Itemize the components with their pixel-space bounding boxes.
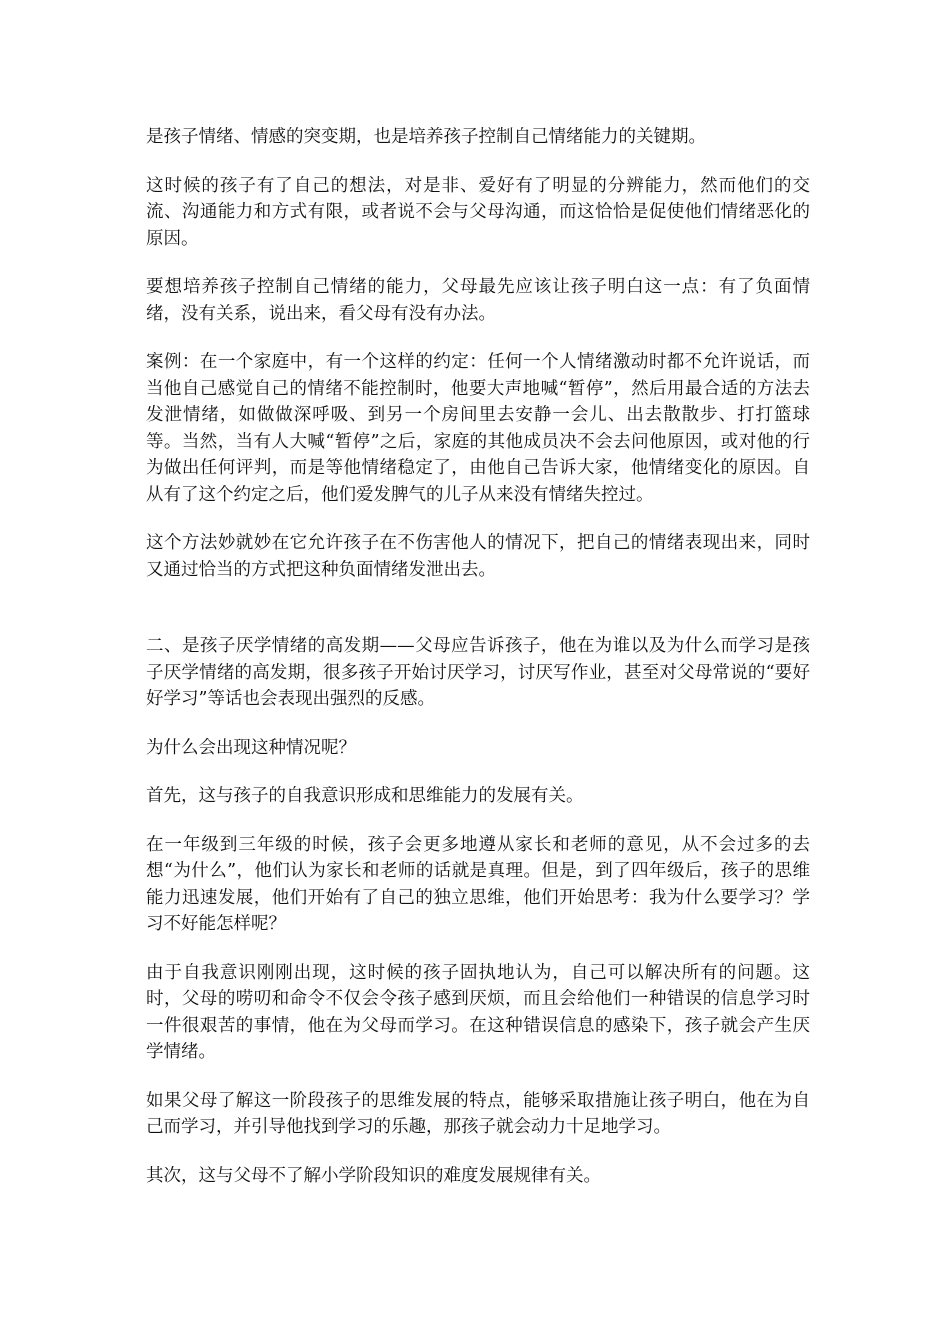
paragraph-2: 这时候的孩子有了自己的想法，对是非、爱好有了明显的分辨能力，然而他们的交流、沟通能力和方式有限，或者说不会与父母沟通，而这恰恰是促使他们情绪恶化的原因。: [146, 175, 810, 249]
paragraph-case-example: 案例：在一个家庭中，有一个这样的约定：任何一个人情绪激动时都不允许说话，而当他自己感觉自己的情绪不能控制时，他要大声地喊“暂停”，然后用最合适的方法去发泄情绪，如做做深呼吸、到另一个房间里去安静一会儿、出去散散步、打打篮球等。当然，当有人大喊“暂停”之后，家庭的其他成员决不会去问他原因，或对他的行为做出任何评判，而是等他情绪稳定了，由他自己告诉大家，他情绪变化的原因。自从有了这个约定之后，他们爱发脾气的儿子从来没有情绪失控过。: [146, 352, 810, 505]
paragraph-5: 这个方法妙就妙在它允许孩子在不伤害他人的情况下，把自己的情绪表现出来，同时又通过恰当的方式把这种负面情绪发泄出去。: [146, 533, 810, 580]
section-two-heading-paragraph: 二、是孩子厌学情绪的高发期——父母应告诉孩子，他在为谁以及为什么而学习是孩子厌学情绪的高发期，很多孩子开始讨厌学习，讨厌写作业，甚至对父母常说的“要好好学习”等话也会表现出强烈的反感。: [146, 636, 810, 709]
paragraph-9: 在一年级到三年级的时候，孩子会更多地遵从家长和老师的意见，从不会过多的去想“为什么”，他们认为家长和老师的话就是真理。但是，到了四年级后，孩子的思维能力迅速发展，他们开始有了自己的独立思维，他们开始思考：我为什么要学习？学习不好能怎样呢？: [146, 834, 810, 934]
paragraph-11: 如果父母了解这一阶段孩子的思维发展的特点，能够采取措施让孩子明白，他在为自己而学习，并引导他找到学习的乐趣，那孩子就会动力十足地学习。: [146, 1090, 810, 1137]
paragraph-3: 要想培养孩子控制自己情绪的能力，父母最先应该让孩子明白这一点：有了负面情绪，没有关系，说出来，看父母有没有办法。: [146, 277, 810, 324]
paragraph-10: 由于自我意识刚刚出现，这时候的孩子固执地认为，自己可以解决所有的问题。这时，父母的唠叨和命令不仅会令孩子感到厌烦，而且会给他们一种错误的信息学习时一件很艰苦的事情，他在为父母而学习。在这种错误信息的感染下，孩子就会产生厌学情绪。: [146, 962, 810, 1062]
paragraph-second-reason: 其次，这与父母不了解小学阶段知识的难度发展规律有关。: [146, 1165, 601, 1186]
paragraph-question: 为什么会出现这种情况呢？: [146, 737, 356, 758]
document-page: [146, 124, 810, 1211]
paragraph-first-reason: 首先，这与孩子的自我意识形成和思维能力的发展有关。: [146, 786, 584, 806]
paragraph-1: 是孩子情绪、情感的突变期，也是培养孩子控制自己情绪能力的关键期。: [146, 127, 706, 147]
